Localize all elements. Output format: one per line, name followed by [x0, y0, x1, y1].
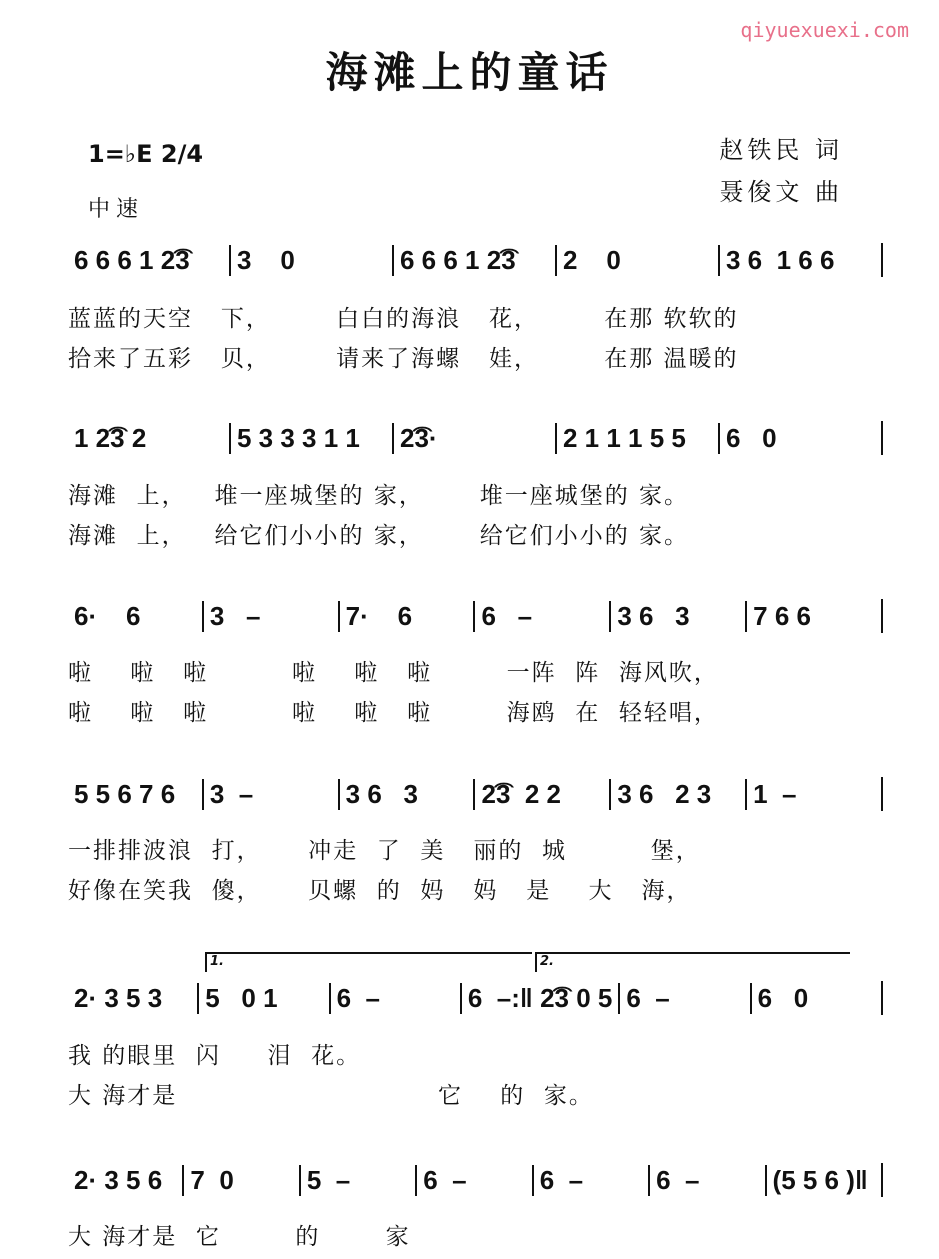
- measure: 1 2͡3 2: [74, 422, 147, 453]
- measure: 3 6 1 6 6: [718, 245, 881, 276]
- notation-row: [68, 596, 883, 636]
- measure: 6 –: [473, 601, 609, 632]
- measure: 6 –:‖ 2͡3 0 5: [460, 983, 618, 1014]
- measure: 7 0: [182, 1165, 298, 1196]
- measure: 1 –: [745, 779, 881, 810]
- measure: 6 6 6 1 2͡3: [74, 244, 190, 275]
- volta-1: 1.: [205, 952, 532, 972]
- measure: 6 0: [750, 983, 881, 1014]
- lyric-line: 好像在笑我 傻， 贝螺 的 妈 妈 是 大 海，: [68, 878, 692, 904]
- measure: 3 6 3: [338, 779, 474, 810]
- measure: 6 0: [718, 423, 881, 454]
- barline: [881, 243, 883, 277]
- lyric-line: 啦 啦 啦 啦 啦 啦 海鸥 在 轻轻唱，: [68, 700, 719, 726]
- barline: [881, 981, 883, 1015]
- measure: 3 6 2 3: [609, 779, 745, 810]
- lyric-line: 蓝蓝的天空 下， 白白的海浪 花， 在那 软软的: [68, 306, 739, 332]
- measure: 6 6 6 1 2͡3: [392, 245, 555, 276]
- measure: 3 6 3: [609, 601, 745, 632]
- measure: 6 –: [329, 983, 460, 1014]
- watermark: qiyuexuexi.com: [740, 18, 909, 42]
- measure: 2͡3·: [392, 423, 555, 454]
- lyricist: 赵铁民 词: [719, 136, 843, 164]
- measure: 6· 6: [74, 600, 141, 631]
- measure: 3 –: [202, 779, 338, 810]
- measure: 2͡3 2 2: [473, 779, 609, 810]
- notation-row: [68, 774, 883, 814]
- measure: 2 0: [555, 245, 718, 276]
- measure: 2· 3 5 6: [74, 1164, 163, 1195]
- lyric-line: 大 海才是 它 的 家。: [68, 1083, 594, 1109]
- lyric-line: 我 的眼里 闪 泪 花。: [68, 1043, 362, 1069]
- measure: 2 1 1 1 5 5: [555, 423, 718, 454]
- composer: 聂俊文 曲: [719, 178, 843, 206]
- measure: 5 0 1: [197, 983, 328, 1014]
- measure: 3 0: [229, 245, 392, 276]
- lyric-line: 啦 啦 啦 啦 啦 啦 一阵 阵 海风吹，: [68, 660, 719, 686]
- lyric-line: 一排排波浪 打， 冲走 了 美 丽的 城 堡，: [68, 838, 701, 864]
- measure: 5 –: [299, 1165, 415, 1196]
- notation-row: [68, 240, 883, 280]
- measure: 2· 3 5 3: [74, 982, 163, 1013]
- measure: 6 –: [532, 1165, 648, 1196]
- measure: 6 –: [415, 1165, 531, 1196]
- lyric-line: 拾来了五彩 贝， 请来了海螺 娃， 在那 温暖的: [68, 346, 739, 372]
- measure: 5 5 6 7 6: [74, 778, 176, 809]
- measure: (5 5 6 )‖: [765, 1165, 881, 1196]
- barline: [881, 421, 883, 455]
- measure: 6 –: [618, 983, 749, 1014]
- lyric-line: 海滩 上， 堆一座城堡的 家， 堆一座城堡的 家。: [68, 483, 690, 509]
- measure: 3 –: [202, 601, 338, 632]
- measure: 6 –: [648, 1165, 764, 1196]
- measure: 5 3 3 3 1 1: [229, 423, 392, 454]
- notation-row: [68, 1160, 883, 1200]
- song-title: 海滩上的童话: [325, 48, 614, 97]
- barline: [881, 599, 883, 633]
- measure: 7 6 6: [745, 601, 881, 632]
- lyric-line: 海滩 上， 给它们小小的 家， 给它们小小的 家。: [68, 523, 690, 549]
- tempo-marking: 中速: [88, 197, 145, 222]
- lyric-line: 大 海才是 它 的 家: [68, 1224, 411, 1250]
- barline: [881, 1163, 883, 1197]
- volta-2: 2.: [535, 952, 850, 972]
- notation-row: [68, 418, 883, 458]
- notation-row: [68, 978, 883, 1018]
- measure: 7· 6: [338, 601, 474, 632]
- key-signature: 1=♭E 2/4: [88, 140, 204, 168]
- barline: [881, 777, 883, 811]
